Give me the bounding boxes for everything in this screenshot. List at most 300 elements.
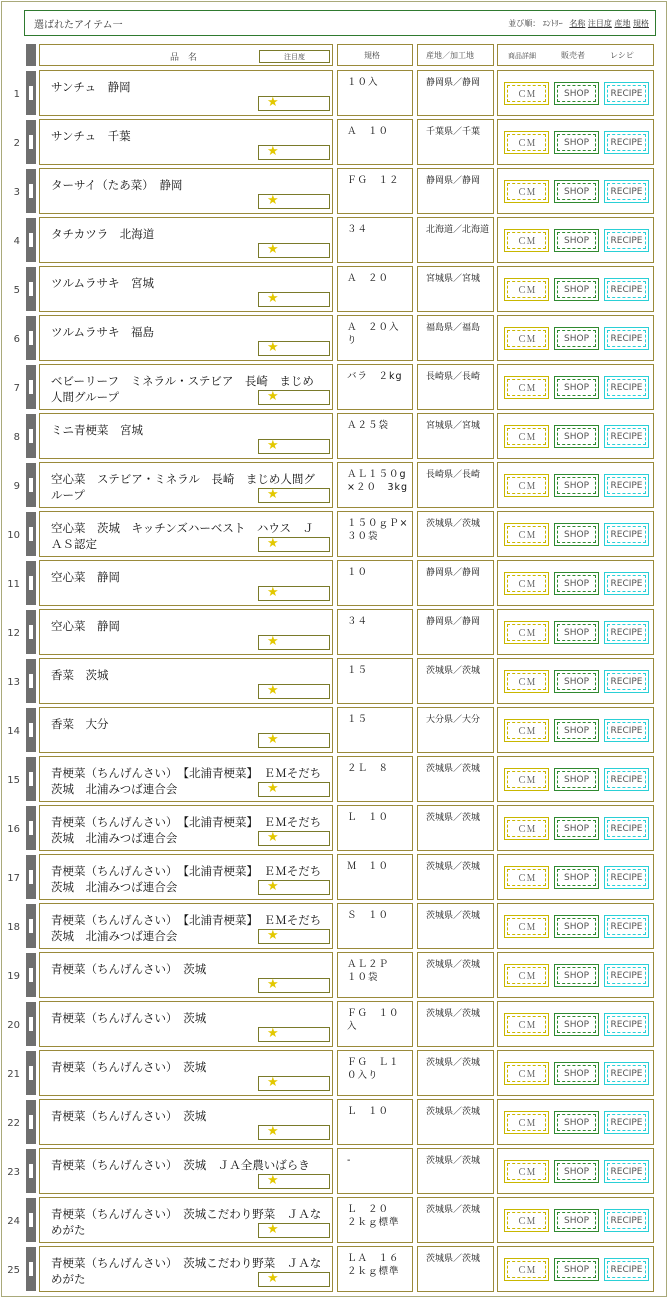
star-icon: ★ [267, 830, 279, 845]
table-row [0, 805, 668, 851]
item-name-cell [39, 560, 333, 606]
item-origin: 茨城県／茨城 [426, 1156, 481, 1166]
item-name[interactable]: 青梗菜（ちんげんさい） 【北浦青梗菜】 ＥＭそだち 茨城 北浦みつば連合会 [51, 815, 333, 845]
item-spec-cell [337, 217, 413, 263]
row-marker[interactable] [26, 1198, 36, 1242]
cm-button[interactable]: ＣＭ [504, 278, 549, 301]
item-spec-cell [337, 658, 413, 704]
shop-button[interactable]: SHOP [554, 327, 599, 350]
row-handle-icon [29, 429, 33, 443]
shop-button[interactable]: SHOP [554, 866, 599, 889]
item-spec: Ａ ２０ [347, 273, 390, 284]
cm-button[interactable]: ＣＭ [504, 1258, 549, 1281]
row-marker[interactable] [26, 904, 36, 948]
item-origin-cell [417, 952, 494, 998]
item-name[interactable]: ミニ青梗菜 宮城 [51, 423, 143, 437]
shop-button[interactable]: SHOP [554, 1062, 599, 1085]
row-handle-icon [29, 380, 33, 394]
item-actions-cell [497, 903, 654, 949]
item-origin-cell [417, 168, 494, 214]
item-spec: ＦＧ Ｌ１０入り [347, 1057, 400, 1081]
item-name[interactable]: 空心菜 静岡 [51, 570, 120, 584]
table-row [0, 70, 668, 116]
item-origin-cell [417, 1001, 494, 1047]
item-name[interactable]: 青梗菜（ちんげんさい） 茨城こだわり野菜 ＪＡなめがた [51, 1207, 322, 1237]
item-actions-cell [497, 315, 654, 361]
item-spec-cell [337, 266, 413, 312]
attention-rating[interactable] [258, 537, 330, 552]
item-name[interactable]: ツルムラサキ 宮城 [51, 276, 155, 290]
item-origin: 茨城県／茨城 [426, 813, 481, 823]
item-origin-cell [417, 756, 494, 802]
attention-rating[interactable] [258, 929, 330, 944]
item-spec-cell [337, 903, 413, 949]
item-origin-cell [417, 1050, 494, 1096]
shop-button[interactable]: SHOP [554, 1111, 599, 1134]
row-handle-icon [29, 968, 33, 982]
item-name-cell [39, 1050, 333, 1096]
item-name[interactable]: 青梗菜（ちんげんさい） 茨城こだわり野菜 ＪＡなめがた [51, 1256, 322, 1286]
row-number: 17 [7, 873, 20, 884]
row-number: 16 [7, 824, 20, 835]
star-icon: ★ [267, 928, 279, 943]
recipe-button[interactable]: RECIPE [604, 278, 649, 301]
item-spec-cell [337, 609, 413, 655]
item-origin: 静岡県／静岡 [426, 176, 481, 186]
star-icon: ★ [267, 732, 279, 747]
item-origin-cell [417, 1099, 494, 1145]
item-name[interactable]: ベビーリーフ ミネラル・ステビア 長崎 まじめ人間グループ [51, 374, 314, 404]
item-spec-cell [337, 70, 413, 116]
cm-button[interactable]: ＣＭ [504, 180, 549, 203]
attention-rating[interactable] [258, 439, 330, 454]
recipe-button[interactable]: RECIPE [604, 425, 649, 448]
item-name-cell [39, 511, 333, 557]
cm-button[interactable]: ＣＭ [504, 425, 549, 448]
item-name[interactable]: 空心菜 静岡 [51, 619, 120, 633]
star-icon: ★ [267, 389, 279, 404]
item-spec: ＡＬ１５０g×２０ 3kg [347, 469, 409, 493]
shop-button[interactable]: SHOP [554, 768, 599, 791]
item-name-cell [39, 413, 333, 459]
table-row [0, 511, 668, 557]
item-origin-cell [417, 560, 494, 606]
shop-button[interactable]: SHOP [554, 229, 599, 252]
star-icon: ★ [267, 879, 279, 894]
star-icon: ★ [267, 144, 279, 159]
row-marker[interactable] [26, 120, 36, 164]
item-spec-cell [337, 952, 413, 998]
item-name-cell [39, 1099, 333, 1145]
recipe-button[interactable]: RECIPE [604, 768, 649, 791]
recipe-button[interactable]: RECIPE [604, 915, 649, 938]
row-marker[interactable] [26, 1051, 36, 1095]
recipe-button[interactable]: RECIPE [604, 1062, 649, 1085]
cm-button[interactable]: ＣＭ [504, 474, 549, 497]
row-number: 25 [7, 1265, 20, 1276]
item-actions-cell [497, 1050, 654, 1096]
recipe-button[interactable]: RECIPE [604, 376, 649, 399]
item-actions-cell [497, 1197, 654, 1243]
star-icon: ★ [267, 634, 279, 649]
row-marker[interactable] [26, 1149, 36, 1193]
item-origin: 長崎県／長崎 [426, 470, 481, 480]
item-name[interactable]: 空心菜 茨城 キッチンズハーベスト ハウス ＪＡＳ認定 [51, 521, 315, 551]
star-icon: ★ [267, 1173, 279, 1188]
row-marker[interactable] [26, 218, 36, 262]
item-origin: 茨城県／茨城 [426, 1058, 481, 1068]
attention-rating[interactable] [258, 1027, 330, 1042]
item-actions-cell [497, 658, 654, 704]
attention-rating[interactable] [258, 978, 330, 993]
row-handle-icon [29, 1066, 33, 1080]
row-marker[interactable] [26, 1247, 36, 1291]
attention-rating[interactable] [258, 733, 330, 748]
item-actions-cell [497, 609, 654, 655]
header-spec-cell [337, 44, 413, 66]
row-marker[interactable] [26, 414, 36, 458]
recipe-button[interactable]: RECIPE [604, 180, 649, 203]
cm-button[interactable]: ＣＭ [504, 915, 549, 938]
recipe-button[interactable]: RECIPE [604, 817, 649, 840]
item-spec-cell [337, 168, 413, 214]
row-handle-icon [29, 919, 33, 933]
attention-rating[interactable] [258, 782, 330, 797]
item-origin: 長崎県／長崎 [426, 372, 481, 382]
shop-button[interactable]: SHOP [554, 425, 599, 448]
row-marker[interactable] [26, 659, 36, 703]
item-name-cell [39, 168, 333, 214]
table-row [0, 364, 668, 410]
cm-button[interactable]: ＣＭ [504, 82, 549, 105]
row-handle-icon [29, 576, 33, 590]
attention-rating[interactable] [258, 1174, 330, 1189]
item-origin-cell [417, 609, 494, 655]
attention-rating[interactable] [258, 586, 330, 601]
attention-rating[interactable] [258, 292, 330, 307]
item-name[interactable]: 空心菜 ステビア・ミネラル 長崎 まじめ人間グループ [51, 472, 315, 502]
row-marker[interactable] [26, 512, 36, 556]
row-number: 19 [7, 971, 20, 982]
recipe-button[interactable]: RECIPE [604, 719, 649, 742]
shop-button[interactable]: SHOP [554, 1013, 599, 1036]
item-name[interactable]: 青梗菜（ちんげんさい） 茨城 [51, 962, 207, 976]
star-icon: ★ [267, 781, 279, 796]
item-spec: １０入 [347, 77, 379, 88]
item-actions-cell [497, 217, 654, 263]
shop-button[interactable]: SHOP [554, 964, 599, 987]
attention-rating[interactable] [258, 145, 330, 160]
attention-rating[interactable] [258, 488, 330, 503]
item-name[interactable]: 青梗菜（ちんげんさい） 茨城 [51, 1060, 207, 1074]
item-name-cell [39, 1246, 333, 1292]
cm-button[interactable]: ＣＭ [504, 768, 549, 791]
item-origin: 茨城県／茨城 [426, 666, 481, 676]
star-icon: ★ [267, 487, 279, 502]
cm-button[interactable]: ＣＭ [504, 523, 549, 546]
attention-rating[interactable] [258, 1076, 330, 1091]
attention-rating[interactable] [258, 635, 330, 650]
item-origin-cell [417, 364, 494, 410]
item-spec: １５ [347, 665, 369, 676]
item-name[interactable]: 青梗菜（ちんげんさい） 【北浦青梗菜】 ＥＭそだち 茨城 北浦みつば連合会 [51, 766, 333, 796]
sort-entry: ｴﾝﾄﾘｰ [542, 19, 563, 28]
page-title: 選ばれたアイテム一 [34, 20, 123, 31]
recipe-button[interactable]: RECIPE [604, 523, 649, 546]
item-actions-cell [497, 511, 654, 557]
row-number: 18 [7, 922, 20, 933]
recipe-button[interactable]: RECIPE [604, 621, 649, 644]
header-origin: 産地／加工地 [426, 51, 474, 60]
recipe-button[interactable]: RECIPE [604, 1209, 649, 1232]
item-origin: 静岡県／静岡 [426, 78, 481, 88]
shop-button[interactable]: SHOP [554, 82, 599, 105]
row-marker[interactable] [26, 463, 36, 507]
recipe-button[interactable]: RECIPE [604, 1013, 649, 1036]
item-actions-cell [497, 805, 654, 851]
star-icon: ★ [267, 340, 279, 355]
cm-button[interactable]: ＣＭ [504, 964, 549, 987]
cm-button[interactable]: ＣＭ [504, 229, 549, 252]
item-spec-cell [337, 462, 413, 508]
item-origin: 静岡県／静岡 [426, 568, 481, 578]
sort-by-spec-link[interactable]: 規格 [633, 19, 649, 28]
item-name-cell [39, 805, 333, 851]
item-name[interactable]: タチカツラ 北海道 [51, 227, 155, 241]
row-number: 9 [13, 481, 20, 492]
sort-by-origin-link[interactable]: 産地 [614, 19, 631, 28]
shop-button[interactable]: SHOP [554, 523, 599, 546]
star-icon: ★ [267, 291, 279, 306]
attention-rating[interactable] [258, 1223, 330, 1238]
attention-rating[interactable] [258, 684, 330, 699]
item-name[interactable]: ターサイ（たあ菜） 静岡 [51, 178, 183, 192]
item-spec-cell [337, 1246, 413, 1292]
item-origin-cell [417, 805, 494, 851]
row-number: 12 [7, 628, 20, 639]
recipe-button[interactable]: RECIPE [604, 474, 649, 497]
item-name-cell [39, 364, 333, 410]
row-number: 22 [7, 1118, 20, 1129]
item-spec-cell [337, 511, 413, 557]
row-marker[interactable] [26, 1100, 36, 1144]
attention-rating[interactable] [258, 831, 330, 846]
row-number: 8 [13, 432, 20, 443]
item-spec: ＦＧ １０入 [347, 1008, 400, 1032]
row-marker[interactable] [26, 561, 36, 605]
row-marker[interactable] [26, 953, 36, 997]
item-name[interactable]: 香菜 茨城 [51, 668, 109, 682]
shop-button[interactable]: SHOP [554, 1258, 599, 1281]
row-number: 24 [7, 1216, 20, 1227]
sort-by-attention-link[interactable]: 注目度 [587, 19, 612, 28]
star-icon: ★ [267, 1222, 279, 1237]
item-actions-cell [497, 1148, 654, 1194]
row-number: 23 [7, 1167, 20, 1178]
cm-button[interactable]: ＣＭ [504, 1013, 549, 1036]
recipe-button[interactable]: RECIPE [604, 1258, 649, 1281]
row-marker[interactable] [26, 267, 36, 311]
item-actions-cell [497, 1001, 654, 1047]
cm-button[interactable]: ＣＭ [504, 866, 549, 889]
row-marker[interactable] [26, 806, 36, 850]
row-handle-icon [29, 331, 33, 345]
attention-rating[interactable] [258, 96, 330, 111]
recipe-button[interactable]: RECIPE [604, 670, 649, 693]
table-row [0, 707, 668, 753]
row-marker[interactable] [26, 610, 36, 654]
shop-button[interactable]: SHOP [554, 474, 599, 497]
shop-button[interactable]: SHOP [554, 1209, 599, 1232]
item-origin-cell [417, 70, 494, 116]
row-marker[interactable] [26, 71, 36, 115]
item-origin-cell [417, 1148, 494, 1194]
header-actions-cell [497, 44, 654, 66]
item-origin-cell [417, 658, 494, 704]
sort-by-name-link[interactable]: 名称 [569, 19, 586, 28]
item-name[interactable]: 青梗菜（ちんげんさい） 【北浦青梗菜】 ＥＭそだち 茨城 北浦みつば連合会 [51, 864, 333, 894]
row-handle-icon [29, 282, 33, 296]
header-attention-button[interactable]: 注目度 [259, 50, 330, 63]
shop-button[interactable]: SHOP [554, 278, 599, 301]
row-marker[interactable] [26, 1002, 36, 1046]
star-icon: ★ [267, 1075, 279, 1090]
attention-rating[interactable] [258, 390, 330, 405]
item-origin-cell [417, 119, 494, 165]
attention-rating[interactable] [258, 341, 330, 356]
attention-rating[interactable] [258, 243, 330, 258]
header-seller: 販売者 [561, 51, 585, 60]
star-icon: ★ [267, 438, 279, 453]
row-number: 6 [13, 334, 20, 345]
item-name[interactable]: ツルムラサキ 福島 [51, 325, 155, 339]
row-handle-icon [29, 478, 33, 492]
item-name[interactable]: サンチュ 静岡 [51, 80, 131, 94]
item-spec-cell [337, 854, 413, 900]
recipe-button[interactable]: RECIPE [604, 866, 649, 889]
item-origin: 茨城県／茨城 [426, 1107, 481, 1117]
sort-controls [508, 18, 649, 29]
item-origin-cell [417, 1246, 494, 1292]
item-origin-cell [417, 413, 494, 459]
item-actions-cell [497, 756, 654, 802]
row-handle-icon [29, 233, 33, 247]
row-handle-icon [29, 772, 33, 786]
item-name[interactable]: 青梗菜（ちんげんさい） 茨城 ＪＡ全農いばらき [51, 1158, 310, 1172]
recipe-button[interactable]: RECIPE [604, 1160, 649, 1183]
item-actions-cell [497, 560, 654, 606]
table-row [0, 952, 668, 998]
cm-button[interactable]: ＣＭ [504, 621, 549, 644]
item-actions-cell [497, 1099, 654, 1145]
recipe-button[interactable]: RECIPE [604, 572, 649, 595]
recipe-button[interactable]: RECIPE [604, 131, 649, 154]
row-handle-icon [29, 1164, 33, 1178]
star-icon: ★ [267, 977, 279, 992]
attention-rating[interactable] [258, 1125, 330, 1140]
table-row [0, 266, 668, 312]
shop-button[interactable]: SHOP [554, 572, 599, 595]
recipe-button[interactable]: RECIPE [604, 82, 649, 105]
attention-rating[interactable] [258, 1272, 330, 1287]
shop-button[interactable]: SHOP [554, 915, 599, 938]
item-name[interactable]: 青梗菜（ちんげんさい） 茨城 [51, 1109, 207, 1123]
item-name[interactable]: サンチュ 千葉 [51, 129, 131, 143]
table-row [0, 1148, 668, 1194]
cm-button[interactable]: ＣＭ [504, 719, 549, 742]
item-origin-cell [417, 266, 494, 312]
recipe-button[interactable]: RECIPE [604, 1111, 649, 1134]
item-spec-cell [337, 1148, 413, 1194]
row-number: 2 [13, 138, 20, 149]
shop-button[interactable]: SHOP [554, 817, 599, 840]
row-marker[interactable] [26, 316, 36, 360]
shop-button[interactable]: SHOP [554, 180, 599, 203]
table-row [0, 413, 668, 459]
cm-button[interactable]: ＣＭ [504, 670, 549, 693]
item-spec-cell [337, 560, 413, 606]
row-marker[interactable] [26, 757, 36, 801]
attention-rating[interactable] [258, 880, 330, 895]
item-name-cell [39, 266, 333, 312]
item-origin: 静岡県／静岡 [426, 617, 481, 627]
recipe-button[interactable]: RECIPE [604, 964, 649, 987]
row-number: 20 [7, 1020, 20, 1031]
cm-button[interactable]: ＣＭ [504, 1209, 549, 1232]
row-handle-icon [29, 135, 33, 149]
item-origin-cell [417, 511, 494, 557]
item-name-cell [39, 462, 333, 508]
item-name[interactable]: 青梗菜（ちんげんさい） 茨城 [51, 1011, 207, 1025]
row-handle-icon [29, 674, 33, 688]
item-actions-cell [497, 70, 654, 116]
cm-button[interactable]: ＣＭ [504, 327, 549, 350]
row-marker[interactable] [26, 708, 36, 752]
item-name[interactable]: 青梗菜（ちんげんさい） 【北浦青梗菜】 ＥＭそだち 茨城 北浦みつば連合会 [51, 913, 333, 943]
row-marker[interactable] [26, 855, 36, 899]
row-marker[interactable] [26, 365, 36, 409]
cm-button[interactable]: ＣＭ [504, 1062, 549, 1085]
cm-button[interactable]: ＣＭ [504, 131, 549, 154]
shop-button[interactable]: SHOP [554, 670, 599, 693]
item-name-cell [39, 70, 333, 116]
cm-button[interactable]: ＣＭ [504, 1160, 549, 1183]
star-icon: ★ [267, 1271, 279, 1286]
item-name[interactable]: 香菜 大分 [51, 717, 109, 731]
item-actions-cell [497, 707, 654, 753]
item-spec-cell [337, 805, 413, 851]
row-number: 5 [13, 285, 20, 296]
attention-rating[interactable] [258, 194, 330, 209]
header-detail: 商品詳細 [508, 52, 536, 60]
item-name-cell [39, 217, 333, 263]
item-origin-cell [417, 217, 494, 263]
row-marker[interactable] [26, 169, 36, 213]
shop-button[interactable]: SHOP [554, 621, 599, 644]
shop-button[interactable]: SHOP [554, 1160, 599, 1183]
cm-button[interactable]: ＣＭ [504, 572, 549, 595]
shop-button[interactable]: SHOP [554, 376, 599, 399]
shop-button[interactable]: SHOP [554, 719, 599, 742]
recipe-button[interactable]: RECIPE [604, 327, 649, 350]
item-origin: 北海道／北海道 [426, 225, 490, 235]
cm-button[interactable]: ＣＭ [504, 1111, 549, 1134]
cm-button[interactable]: ＣＭ [504, 817, 549, 840]
cm-button[interactable]: ＣＭ [504, 376, 549, 399]
row-number: 14 [7, 726, 20, 737]
recipe-button[interactable]: RECIPE [604, 229, 649, 252]
shop-button[interactable]: SHOP [554, 131, 599, 154]
